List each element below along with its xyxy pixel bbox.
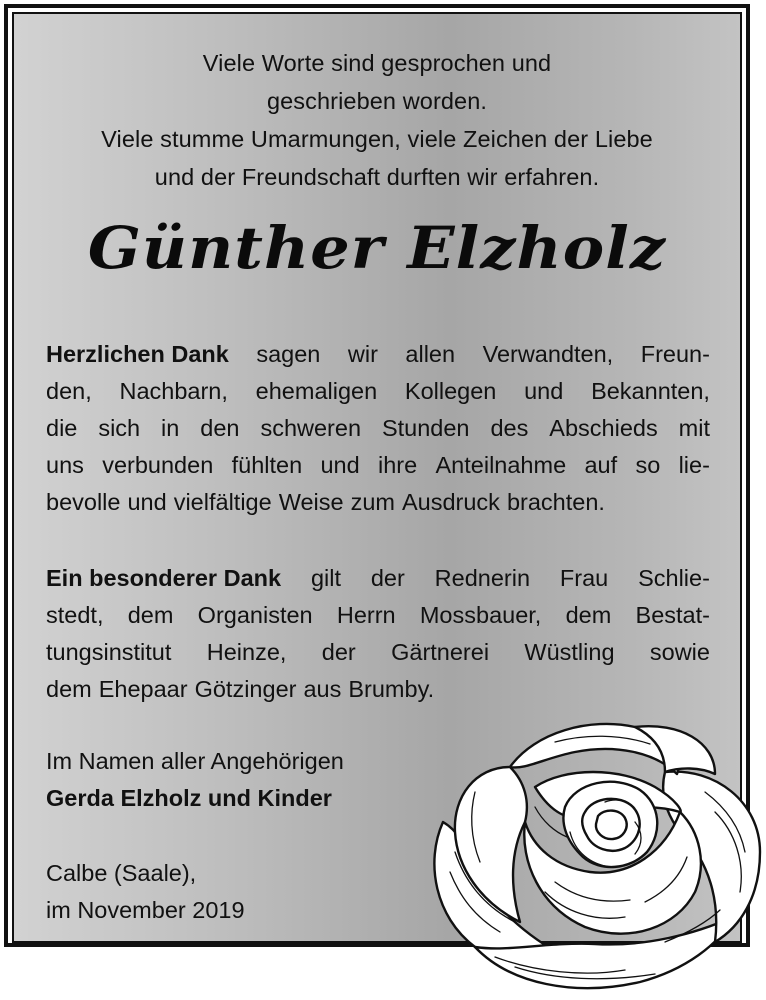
deceased-name: Günther Elzholz	[87, 214, 667, 282]
text-line	[46, 410, 710, 447]
word: Frau	[559, 565, 609, 591]
word: so	[635, 452, 661, 478]
word: Gärtnerei	[391, 639, 490, 665]
word: lie-	[678, 452, 710, 478]
word: Anteilnahme	[435, 452, 567, 478]
intro-verse	[14, 44, 740, 196]
place: Calbe (Saale),	[46, 860, 197, 886]
text-line	[46, 447, 710, 484]
intro-line: geschrieben worden.	[266, 88, 488, 114]
word: schweren	[260, 415, 362, 441]
word: Abschieds	[549, 415, 658, 441]
word: stedt,	[46, 602, 104, 628]
word: Rednerin	[434, 565, 531, 591]
place-date	[46, 855, 245, 929]
signature-names-text: Gerda Elzholz und Kinder	[46, 785, 332, 811]
word: den,	[46, 378, 92, 404]
thanks-paragraph-2	[46, 560, 710, 708]
word: dem	[46, 676, 92, 702]
word: aus	[303, 676, 342, 702]
word: Verwandten,	[482, 341, 614, 367]
word: und	[524, 378, 564, 404]
signature-names	[46, 780, 344, 817]
word: Organisten	[197, 602, 313, 628]
word: Götzinger	[194, 676, 297, 702]
rose-icon	[415, 712, 765, 997]
thanks-paragraph-1	[46, 336, 710, 521]
word: zum	[350, 489, 395, 515]
word: tungsinstitut	[46, 639, 172, 665]
word: Ausdruck	[401, 489, 500, 515]
word: wir	[347, 341, 378, 367]
word: Brumby.	[348, 676, 435, 702]
intro-line: Viele stumme Umarmungen, viele Zeichen der Liebe	[101, 126, 653, 152]
word: dem	[565, 602, 612, 628]
word: uns	[46, 452, 84, 478]
word: dem	[127, 602, 174, 628]
word: ihre	[378, 452, 418, 478]
word: brachten.	[506, 489, 605, 515]
word: den	[200, 415, 240, 441]
word: Schlie-	[638, 565, 710, 591]
intro-line: und der Freundschaft durften wir erfahren.	[154, 164, 600, 190]
text-line	[46, 671, 710, 708]
word: der	[370, 565, 405, 591]
date: im November 2019	[46, 897, 245, 923]
word: verbunden	[102, 452, 214, 478]
word: auf	[584, 452, 618, 478]
word: bevolle	[46, 489, 121, 515]
word: Stunden	[381, 415, 470, 441]
word: gilt	[310, 565, 341, 591]
word: sagen	[256, 341, 321, 367]
word: Wüstling	[524, 639, 615, 665]
signature-block	[46, 743, 344, 817]
text-line	[46, 597, 710, 634]
intro-line: Viele Worte sind gesprochen und	[202, 50, 552, 76]
word: Herrn	[336, 602, 396, 628]
word: des	[490, 415, 529, 441]
text-line	[46, 373, 710, 410]
word: allen	[405, 341, 456, 367]
word: Bekannten,	[591, 378, 710, 404]
word: vielfältige	[173, 489, 272, 515]
word: Kollegen	[404, 378, 497, 404]
word: Mossbauer,	[419, 602, 542, 628]
bold-lead: Ein besonderer Dank	[46, 565, 282, 591]
word: Heinze,	[206, 639, 287, 665]
word: Freun-	[640, 341, 710, 367]
word: Weise	[278, 489, 344, 515]
word: sowie	[649, 639, 710, 665]
bold-lead: Herzlichen Dank	[46, 341, 229, 367]
word: ehemaligen	[255, 378, 378, 404]
word: der	[321, 639, 356, 665]
signature-intro: Im Namen aller Angehörigen	[46, 748, 344, 774]
word: Nachbarn,	[119, 378, 228, 404]
text-line	[46, 336, 710, 373]
word: die	[46, 415, 78, 441]
text-line	[46, 560, 710, 597]
word: in	[161, 415, 180, 441]
text-line	[46, 484, 710, 521]
word: fühlten	[231, 452, 303, 478]
word: mit	[678, 415, 710, 441]
word: Ehepaar	[98, 676, 188, 702]
word: und	[127, 489, 167, 515]
word: sich	[98, 415, 141, 441]
word: Bestat-	[635, 602, 710, 628]
text-line	[46, 634, 710, 671]
word: und	[320, 452, 360, 478]
